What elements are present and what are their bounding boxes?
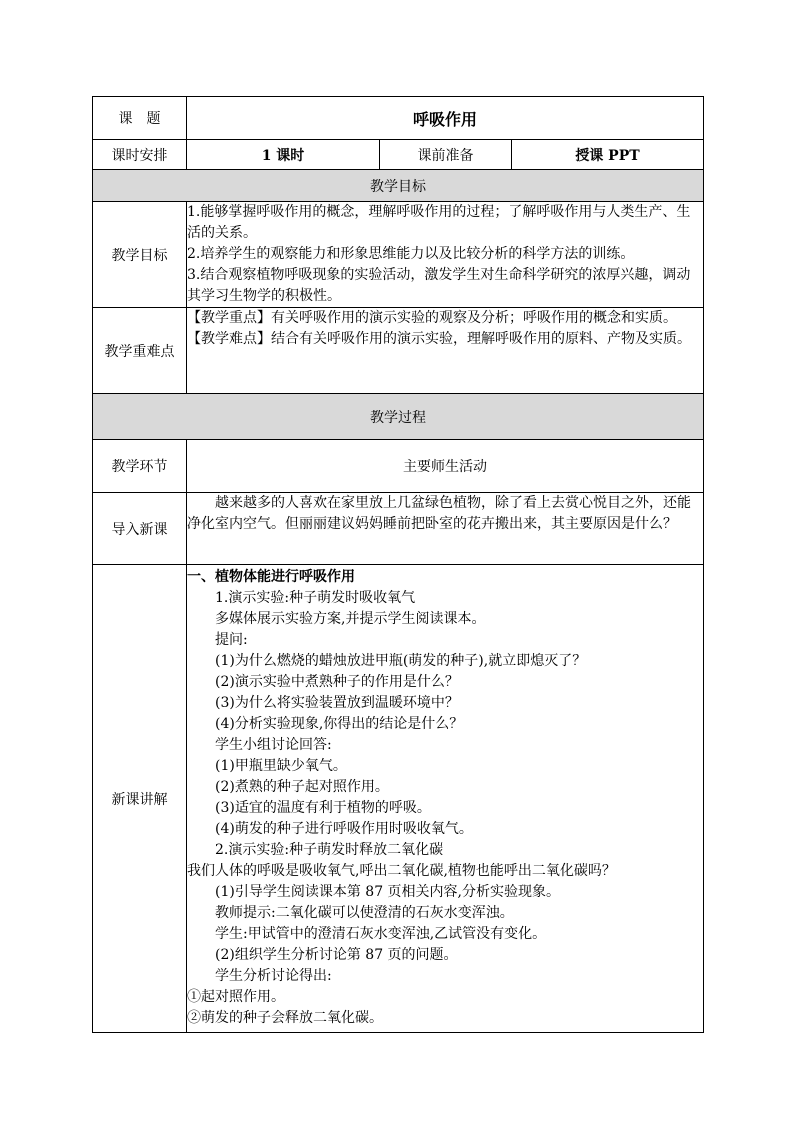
key-points-row	[93, 308, 704, 394]
objectives-section-title: 教学目标	[93, 170, 704, 202]
process-title-row	[93, 394, 704, 440]
lesson-question: 我们人体的呼吸是吸收氧气,呼出二氧化碳,植物也能呼出二氧化碳吗？	[187, 863, 616, 879]
prep-label: 课前准备	[380, 140, 512, 170]
section-heading: 一、植物体能进行呼吸作用	[187, 569, 355, 585]
process-section-title: 教学过程	[93, 394, 704, 440]
lesson-line: (3)为什么将实验装置放到温暖环境中？	[215, 695, 459, 711]
objective-item: 2.培养学生的观察能力和形象思维能力以及比较分析的科学方法的训练。	[187, 246, 635, 262]
lesson-line: (2)组织学生分析讨论第 87 页的问题。	[215, 947, 458, 963]
objective-item: 1.能够掌握呼吸作用的概念，理解呼吸作用的过程；了解呼吸作用与人类生产、生活的关系。	[187, 204, 691, 241]
stage-label: 教学环节	[93, 440, 187, 493]
lesson-line: (1)引导学生阅读课本第 87 页相关内容,分析实验现象。	[215, 884, 560, 900]
lesson-line: (1)甲瓶里缺少氧气。	[215, 758, 347, 774]
process-header-row	[93, 440, 704, 493]
schedule-row	[93, 140, 704, 170]
topic-row	[93, 97, 704, 140]
lesson-line: (1)为什么燃烧的蜡烛放进甲瓶(萌发的种子),就立即熄灭了？	[215, 653, 587, 669]
lesson-line: 教师提示:二氧化碳可以使澄清的石灰水变浑浊。	[215, 905, 514, 921]
intro-text: 越来越多的人喜欢在家里放上几盆绿色植物，除了看上去赏心悦目之外，还能净化室内空气。但丽丽建议妈妈睡前把卧室的花卉搬出来，其主要原因是什么？	[187, 495, 691, 532]
key-points-label: 教学重难点	[93, 308, 187, 394]
objectives-content	[187, 202, 704, 308]
lesson-line: (4)分析实验现象,你得出的结论是什么？	[215, 716, 464, 732]
key-points-content	[187, 308, 704, 394]
lesson-line: 提问:	[215, 632, 248, 648]
objectives-row	[93, 202, 704, 308]
objectives-label: 教学目标	[93, 202, 187, 308]
lesson-plan-table	[92, 96, 704, 1033]
lesson-line: 学生分析讨论得出:	[215, 968, 332, 984]
schedule-label: 课时安排	[93, 140, 187, 170]
difficult-point-item: 【教学难点】结合有关呼吸作用的演示实验，理解呼吸作用的原料、产物及实质。	[187, 331, 691, 347]
prep-value: 授课 PPT	[512, 140, 704, 170]
key-point-item: 【教学重点】有关呼吸作用的演示实验的观察及分析；呼吸作用的概念和实质。	[187, 310, 677, 326]
objectives-title-row	[93, 170, 704, 202]
new-lesson-label: 新课讲解	[93, 565, 187, 1033]
intro-label: 导入新课	[93, 493, 187, 565]
conclusion-item: ①起对照作用。	[187, 989, 285, 1005]
lesson-line: (3)适宜的温度有利于植物的呼吸。	[215, 800, 431, 816]
activity-label: 主要师生活动	[187, 440, 704, 493]
topic-label: 课 题	[93, 97, 187, 140]
topic-value: 呼吸作用	[187, 97, 704, 140]
lesson-line: 学生:甲试管中的澄清石灰水变浑浊,乙试管没有变化。	[215, 926, 547, 942]
lesson-line: (2)演示实验中煮熟种子的作用是什么？	[215, 674, 459, 690]
new-lesson-row	[93, 565, 704, 1033]
schedule-value: 1 课时	[187, 140, 380, 170]
new-lesson-content	[187, 565, 704, 1033]
lesson-line: (4)萌发的种子进行呼吸作用时吸收氧气。	[215, 821, 473, 837]
lesson-line: 多媒体展示实验方案,并提示学生阅读课本。	[215, 611, 486, 627]
lesson-line: 1.演示实验:种子萌发时吸收氧气	[215, 590, 416, 606]
objective-item: 3.结合观察植物呼吸现象的实验活动，激发学生对生命科学研究的浓厚兴趣，调动其学习生物学的积极性。	[187, 267, 691, 304]
intro-row	[93, 493, 704, 565]
lesson-line: (2)煮熟的种子起对照作用。	[215, 779, 389, 795]
conclusion-item: ②萌发的种子会释放二氧化碳。	[187, 1010, 383, 1026]
lesson-line: 学生小组讨论回答:	[215, 737, 332, 753]
lesson-line: 2.演示实验:种子萌发时释放二氧化碳	[215, 842, 444, 858]
intro-content	[187, 493, 704, 565]
